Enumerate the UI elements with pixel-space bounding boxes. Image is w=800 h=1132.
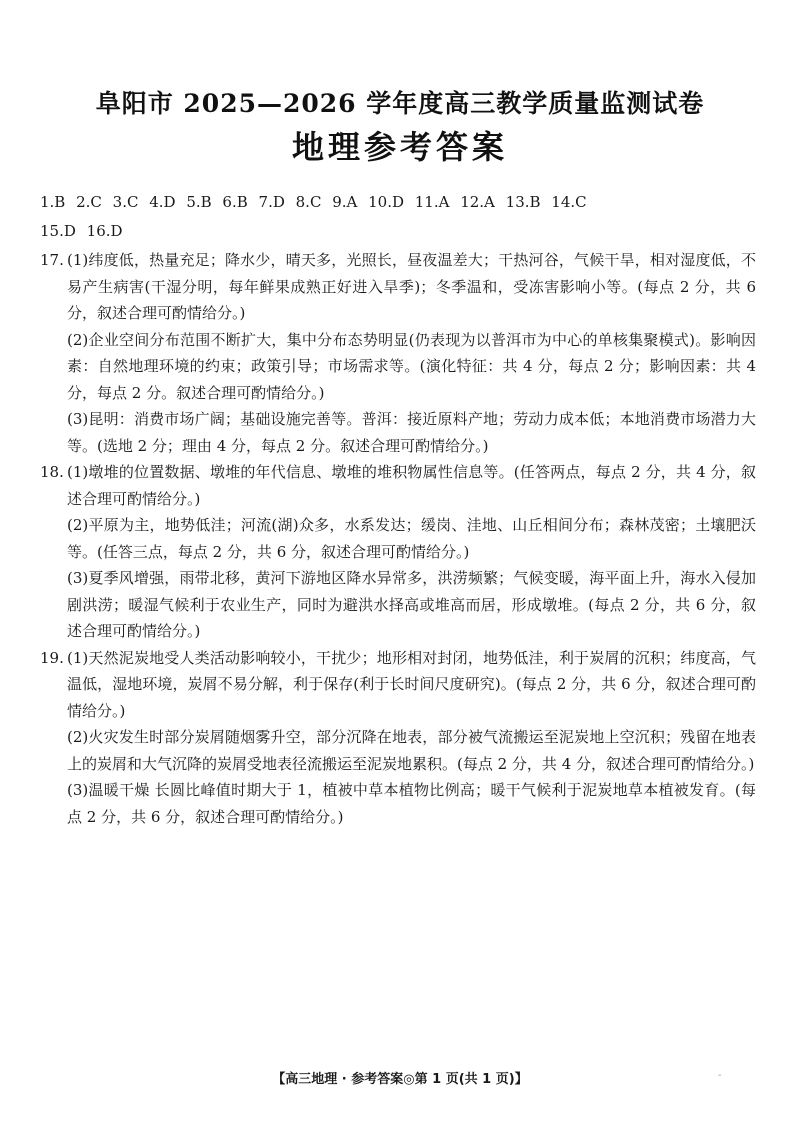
- question-17-number: 17.: [40, 251, 64, 269]
- question-17-part-1: [40, 247, 756, 327]
- question-19-part-1: [40, 645, 756, 725]
- choice-answers-line-1: 1.B 2.C 3.C 4.D 5.B 6.B 7.D 8.C 9.A 10.D 11.A 12.A 13.B 14.C: [40, 193, 587, 211]
- question-19-part-2: (2)火灾发生时部分炭屑随烟雾升空，部分沉降在地表，部分被气流搬运至泥炭地上空沉积；残留在地表上的炭屑和大气沉降的炭屑受地表径流搬运至泥炭地累积。(每点 2 分，共 4 分，叙述合理可酌情给分。): [67, 728, 756, 773]
- question-19-part-1-text: (1)天然泥炭地受人类活动影响较小，干扰少；地形相对封闭，地势低洼，利于炭屑的沉积；纬度高，气温低，湿地环境，炭屑不易分解，利于保存(利于长时间尺度研究)。(每点 2 分，共 6 分，叙述合理可酌情给分。): [67, 648, 756, 720]
- page-footer: 【高三地理 · 参考答案◎第 1 页(共 1 页)】: [272, 1072, 528, 1087]
- question-17: [40, 247, 756, 459]
- question-19-part-3: (3)温暖干燥 长圆比峰值时期大于 1，植被中草本植物比例高；暖干气候利于泥炭地草本植被发育。(每点 2 分，共 6 分，叙述合理可酌情给分。): [67, 781, 756, 826]
- question-17-part-2: (2)企业空间分布范围不断扩大，集中分布态势明显(仍表现为以普洱市为中心的单核集聚模式)。影响因素：自然地理环境的约束；政策引导；市场需求等。(演化特征：共 4 分，每点 2 分；影响因素：共 4 分，每点 2 分。叙述合理可酌情给分。): [67, 330, 756, 402]
- question-17-part-1-text: (1)纬度低，热量充足；降水少，晴天多，光照长，昼夜温差大；干热河谷，气候干旱，相对湿度低，不易产生病害(干湿分明，每年鲜果成熟正好进入旱季)；冬季温和，受冻害影响小等。(每点 2 分，共 6 分，叙述合理可酌情给分。): [67, 251, 756, 322]
- corner-mark: -: [718, 1070, 722, 1081]
- answer-body: [40, 247, 756, 830]
- question-18: [40, 459, 756, 645]
- question-19: [40, 645, 756, 831]
- question-18-part-2: (2)平原为主，地势低洼；河流(湖)众多，水系发达；缓岗、洼地、山丘相间分布；森林茂密；土壤肥沃等。(任答三点，每点 2 分，共 6 分，叙述合理可酌情给分。): [67, 516, 756, 561]
- question-18-part-1: [40, 459, 756, 512]
- question-19-number: 19.: [40, 648, 64, 667]
- question-18-part-3: (3)夏季风增强，雨带北移，黄河下游地区降水异常多，洪涝频繁；气候变暖，海平面上升，海水入侵加剧洪涝；暖湿气候利于农业生产，同时为避洪水择高或堆高而居，形成墩堆。(每点 2 分，共 6 分，叙述合理可酌情给分。): [67, 569, 756, 640]
- exam-title: 阜阳市 2025—2026 学年度高三教学质量监测试卷: [95, 89, 705, 118]
- question-17-part-3: (3)昆明：消费市场广阔；基础设施完善等。普洱：接近原料产地；劳动力成本低；本地消费市场潜力大等。(选地 2 分；理由 4 分，每点 2 分。叙述合理可酌情给分。): [67, 410, 756, 455]
- answer-key-title: 地理参考答案: [291, 128, 508, 166]
- question-18-number: 18.: [40, 463, 64, 481]
- choice-answers-line-2: 15.D 16.D: [40, 222, 123, 240]
- question-18-part-1-text: (1)墩堆的位置数据、墩堆的年代信息、墩堆的堆积物属性信息等。(任答两点，每点 2 分，共 4 分，叙述合理可酌情给分。): [67, 463, 756, 508]
